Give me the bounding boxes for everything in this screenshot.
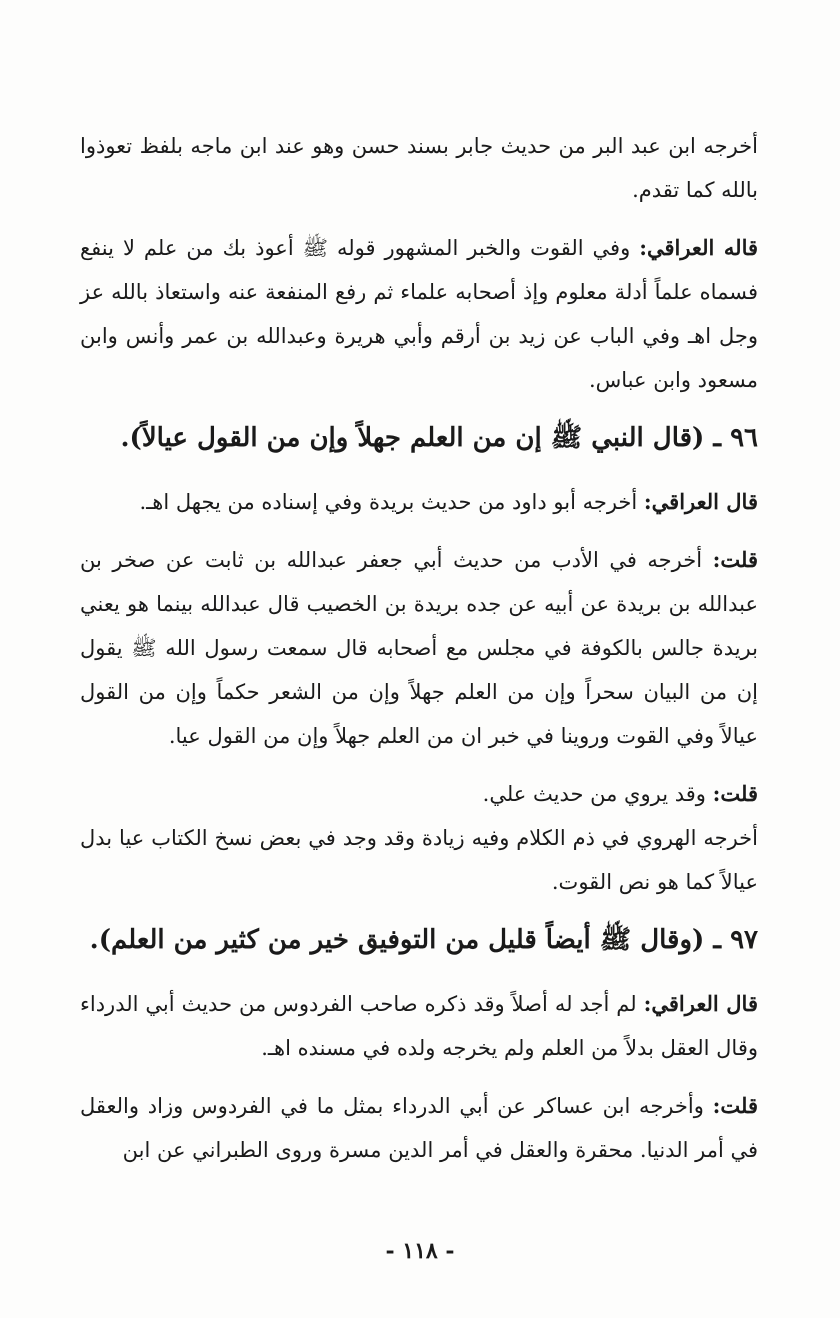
paragraph-p2-lead: قاله العراقي: xyxy=(639,235,759,260)
paragraph-p7 xyxy=(80,982,758,1070)
paragraph-p3-lead: قال العراقي: xyxy=(643,489,758,514)
paragraph-p6: أخرجه الهروي في ذم الكلام وفيه زيادة وقد وجد في بعض نسخ الكتاب عيا بدل عيالاً كما هو نص القوت. xyxy=(80,826,758,894)
paragraph-p4 xyxy=(80,538,758,758)
paragraph-p8-body: وأخرجه ابن عساكر عن أبي الدرداء بمثل ما في الفردوس وزاد والعقل في أمر الدنيا. محقرة والعقل في أمر الدين مسرة وروى الطبراني عن ابن xyxy=(80,1094,758,1162)
paragraph-p3-body: أخرجه أبو داود من حديث بريدة وفي إسناده من يجهل اهـ. xyxy=(139,490,644,514)
heading-97: ٩٧ ـ (وقال ﷺ أيضاً قليل من التوفيق خير من كثير من العلم). xyxy=(89,925,758,955)
paragraph-p1: أخرجه ابن عبد البر من حديث جابر بسند حسن وهو عند ابن ماجه بلفظ تعوذوا بالله كما تقدم. xyxy=(80,134,758,202)
paragraph-p8 xyxy=(80,1084,758,1172)
paragraph-p8-lead: قلت: xyxy=(712,1093,758,1118)
paragraph-p5 xyxy=(80,772,758,816)
paragraph-p2 xyxy=(80,226,758,402)
page-number: - ١١٨ - xyxy=(385,1238,455,1264)
heading-96: ٩٦ ـ (قال النبي ﷺ إن من العلم جهلاً وإن من القول عيالاً). xyxy=(120,423,758,453)
paragraph-p7-body: لم أجد له أصلاً وقد ذكره صاحب الفردوس من حديث أبي الدرداء وقال العقل بدلاً من العلم ولم يخرجه ولده في مسنده اهـ. xyxy=(80,992,758,1060)
paragraph-p2-body: وفي القوت والخبر المشهور قوله ﷺ أعوذ بك من علم لا ينفع فسماه علماً أدلة معلوم وإذ أصحابه علماء ثم رفع المنفعة عنه واستعاذ بالله عز وجل اهـ وفي الباب عن زيد بن أرقم وأبي هريرة وعبدالله بن عمر وأنس وابن مسعود وابن عباس. xyxy=(80,236,758,392)
paragraph-p4-body: أخرجه في الأدب من حديث أبي جعفر عبدالله بن ثابت عن صخر بن عبدالله بن بريدة عن أبيه عن جده بريدة بن الخصيب قال عبدالله بينما هو يعني بريدة جالس بالكوفة في مجلس مع أصحابه قال سمعت رسول الله ﷺ يقول إن من البيان سحراً وإن من العلم جهلاً وإن من الشعر حكماً وإن من القول عيالاً وفي القوت وروينا في خبر ان من العلم جهلاً وإن من القول عيا. xyxy=(80,548,758,748)
paragraph-p4-lead: قلت: xyxy=(712,547,758,572)
paragraph-p5-body: وقد يروي من حديث علي. xyxy=(482,782,713,806)
paragraph-p7-lead: قال العراقي: xyxy=(643,991,758,1016)
paragraph-p5-lead: قلت: xyxy=(712,781,758,806)
paragraph-p3 xyxy=(80,480,758,524)
